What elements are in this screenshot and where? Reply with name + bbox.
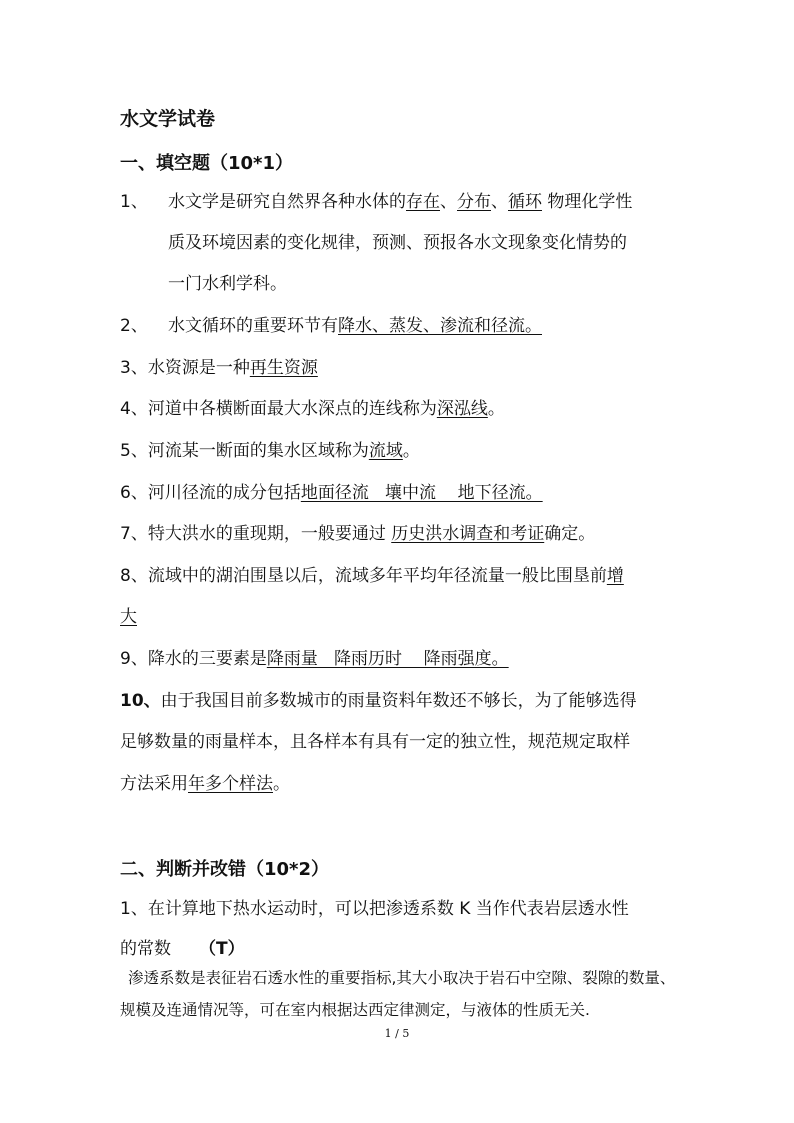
answer-blank: 分布: [457, 192, 491, 212]
answer-blank: 循环: [508, 192, 542, 212]
question-text: 的常数: [120, 939, 171, 959]
answer-blank: 地面径流 壤中流 地下径流。: [300, 483, 543, 503]
question-number: 8、: [120, 566, 148, 586]
question-text: 特大洪水的重现期，一般要通过: [147, 524, 392, 544]
answer-blank: 存在: [406, 192, 440, 212]
question-text: 水文学是研究自然界各种水体的: [168, 192, 406, 212]
question-number: 9、: [120, 649, 148, 669]
judgement-1: [120, 897, 629, 921]
separator: 、: [491, 192, 508, 212]
question-number: 1、: [120, 192, 148, 212]
question-text: 方法采用: [120, 774, 188, 794]
question-5: [120, 439, 420, 463]
answer-blank: 年多个样法: [188, 774, 273, 794]
question-tail: 。: [402, 441, 420, 461]
question-4: [120, 397, 505, 421]
question-tail: 。: [487, 399, 505, 419]
question-text: 在计算地下热水运动时，可以把渗透系数 K 当作代表岩层透水性: [147, 899, 629, 919]
question-text: 河流某一断面的集水区域称为: [147, 441, 369, 461]
question-number: 3、: [120, 358, 148, 378]
question-tail: 。: [273, 774, 290, 794]
answer-blank: 降雨量 降雨历时 降雨强度。: [266, 649, 509, 669]
question-10-line3: [120, 772, 290, 796]
question-number: 7、: [120, 524, 148, 544]
question-text: 水资源是一种: [147, 358, 250, 378]
question-number: 4、: [120, 399, 148, 419]
judgement-answer: （T）: [199, 939, 245, 959]
question-tail: 确定。: [544, 524, 596, 544]
question-1-line2: 质及环境因素的变化规律，预测、预报各水文现象变化情势的: [168, 233, 627, 253]
answer-blank: 降水、蒸发、渗流和径流。: [338, 316, 542, 336]
question-1: [120, 190, 632, 214]
question-2: [120, 314, 542, 338]
question-number: 6、: [120, 483, 148, 503]
question-1-line3: 一门水利学科。: [168, 274, 287, 294]
section2-heading: 二、判断并改错（10*2）: [120, 859, 329, 880]
question-text: 流域中的湖泊围垦以后，流域多年平均年径流量一般比围垦前: [147, 566, 607, 586]
question-number: 10、: [120, 691, 161, 711]
question-6: [120, 481, 543, 505]
question-7: [120, 522, 595, 546]
answer-blank: 流域: [368, 441, 403, 461]
question-text: 水文循环的重要环节有: [168, 316, 338, 336]
question-number: 2、: [120, 316, 148, 336]
question-text: 物理化学性: [542, 192, 633, 212]
question-text: 河川径流的成分包括: [147, 483, 301, 503]
answer-blank: 大: [120, 607, 137, 627]
answer-blank: 再生资源: [249, 358, 318, 378]
question-8-line2: [120, 605, 137, 629]
question-text: 降水的三要素是: [147, 649, 267, 669]
exam-title: 水文学试卷: [120, 108, 216, 130]
question-8: [120, 564, 624, 588]
answer-blank: 深泓线: [436, 399, 488, 419]
question-10-line2: 足够数量的雨量样本，且各样本有具有一定的独立性，规范规定取样: [120, 732, 630, 752]
separator: 、: [440, 192, 457, 212]
explanation-line1: 渗透系数是表征岩石透水性的重要指标,其大小取决于岩石中空隙、裂隙的数量、: [128, 969, 676, 987]
question-text: 河道中各横断面最大水深点的连线称为: [147, 399, 437, 419]
question-10: [120, 689, 637, 713]
judgement-1-line2: [120, 937, 245, 961]
question-3: [120, 356, 318, 380]
question-9: [120, 647, 509, 671]
answer-blank: 增: [606, 566, 624, 586]
section1-heading: 一、填空题（10*1）: [120, 153, 293, 174]
question-text: 由于我国目前多数城市的雨量资料年数还不够长，为了能够选得: [160, 691, 637, 711]
explanation-line2: 规模及连通情况等，可在室内根据达西定律测定，与液体的性质无关.: [120, 1001, 590, 1019]
question-number: 1、: [120, 899, 148, 919]
answer-blank: 历史洪水调查和考证: [391, 524, 545, 544]
page-number: 1 / 5: [384, 1027, 410, 1040]
question-number: 5、: [120, 441, 148, 461]
